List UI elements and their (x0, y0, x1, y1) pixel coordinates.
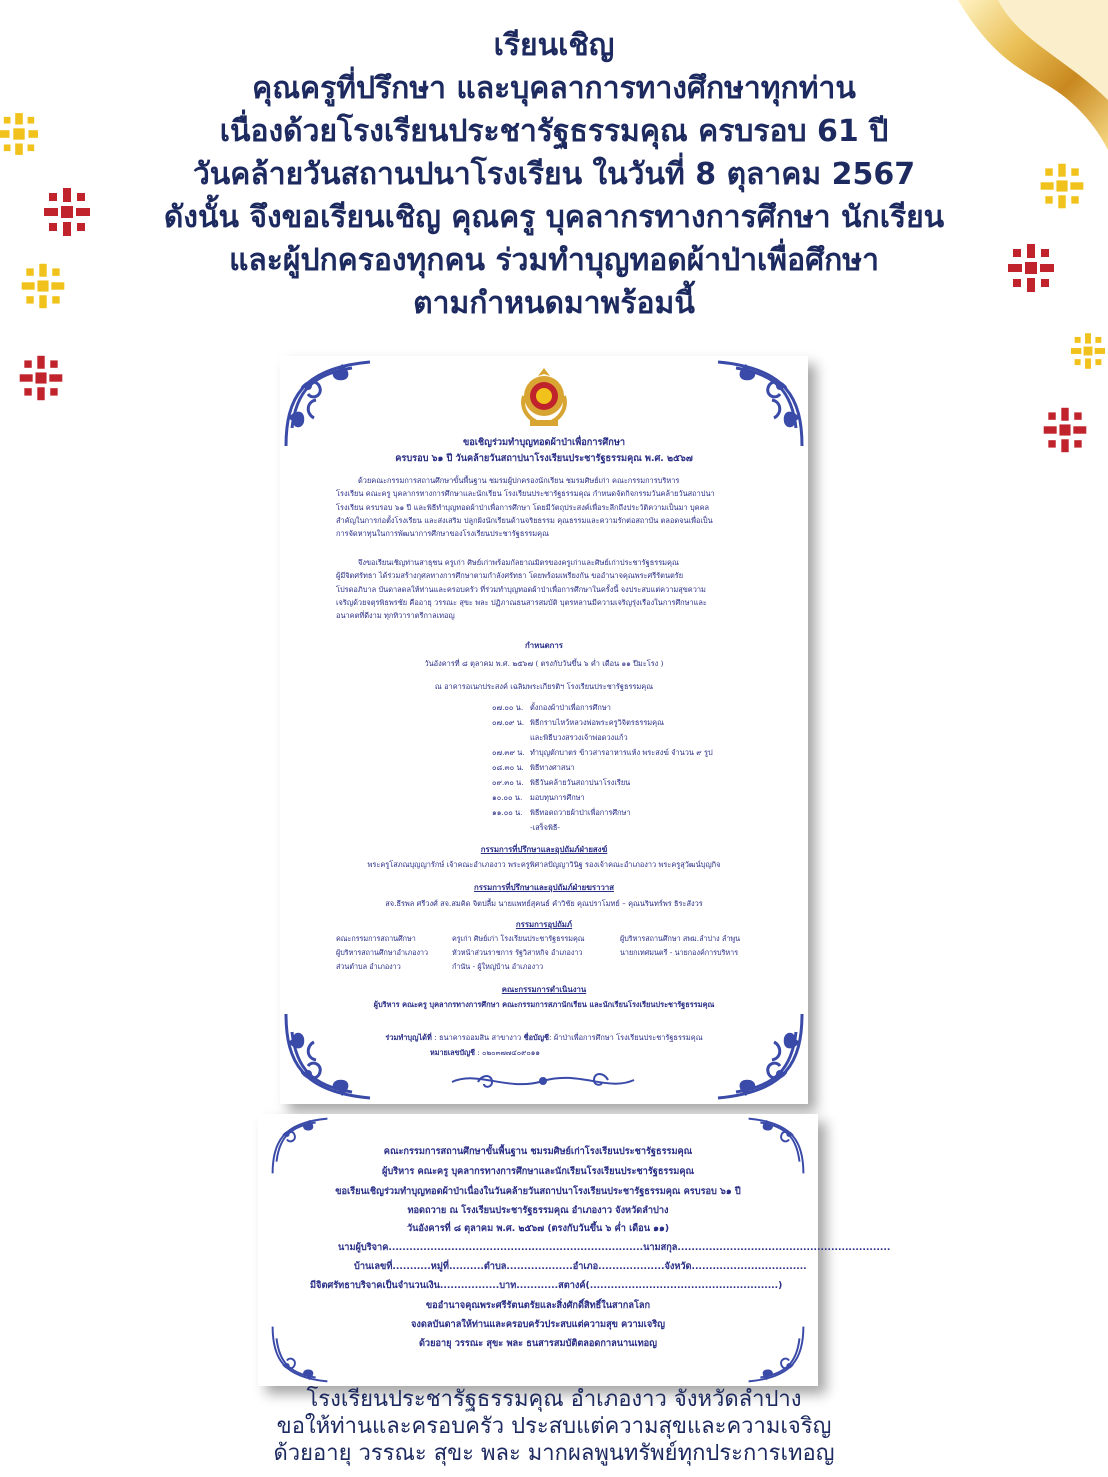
bank-value: : ธนาคารออมสิน สาขางาว (431, 1033, 524, 1042)
executive-committee-line: ผู้บริหาร คณะครู บุคลากรทางการศึกษา คณะกรรมการสภานักเรียน และนักเรียนโรงเรียนประชารัฐธรรมคุณ (373, 1000, 715, 1009)
schedule-time: ๑๐.๐๐ น. (492, 793, 523, 802)
form-header-line: วันอังคารที่ ๘ ตุลาคม พ.ศ. ๒๕๖๗ (ตรงกับวันขึ้น ๖ ค่ำ เดือน ๑๑) (406, 1223, 670, 1234)
paragraph-line: ผู้มีจิตศรัทธา ได้ร่วมสร้างกุศลทางการศึกษาตามกำลังศรัทธา โดยพร้อมเพรียงกัน ขออำนาจคุณพระศรีรัตนตรัย (336, 571, 684, 581)
paragraph-line: สำคัญในการก่อตั้งโรงเรียน และส่งเสริม ปลูกฝังนักเรียนด้านจริยธรรม คุณธรรมและความรักต่อสถาบัน ตลอดจนเพื่อเป็น (336, 515, 713, 525)
footer-line: ขอให้ท่านและครอบครัว ประสบแต่ความสุขและความเจริญ (276, 1414, 832, 1439)
account-name-label: ชื่อบัญชี (523, 1033, 550, 1042)
closing-blessing (0, 1386, 1108, 1467)
donor-name-field[interactable]: นามผู้บริจาค.........................................................................นามสกุล............................................................. (338, 1242, 891, 1253)
schedule-time: ๐๗.๐๐ น. (492, 703, 524, 712)
account-number (430, 1048, 540, 1059)
school-emblem-icon (516, 366, 572, 430)
scroll-ornament-icon (736, 1324, 816, 1384)
bank-info (280, 1032, 808, 1044)
patron-cell: ครูเก่า ศิษย์เก่า โรงเรียนประชารัฐธรรมคุณ (452, 934, 585, 943)
form-header-line: คณะกรรมการสถานศึกษาขั้นพื้นฐาน ชมรมศิษย์เก่าโรงเรียนประชารัฐธรรมคุณ (383, 1146, 693, 1157)
form-header-line: ขอเรียนเชิญร่วมทำบุญทอดผ้าป่าเนื่องในวันคล้ายวันสถาปนาโรงเรียนประชารัฐธรรมคุณ ครบรอบ ๖๑ ปี (335, 1186, 741, 1197)
schedule-activity: ตั้งกองผ้าป่าเพื่อการศึกษา (530, 703, 611, 712)
footer-line: ด้วยอายุ วรรณะ สุขะ พละ มากผลพูนทรัพย์ทุกประการเทอญ (273, 1441, 835, 1466)
heading-line: คุณครูที่ปรึกษา และบุคลาการทางศึกษาทุกท่าน (252, 71, 856, 106)
scroll-ornament-icon (282, 1010, 374, 1102)
intro-paragraph (336, 474, 715, 540)
heading-line: วันคล้ายวันสถานปนาโรงเรียน ในวันที่ 8 ตุลาคม 2567 (192, 157, 916, 192)
lay-committee-line: สจ.ธีรพล ศรีวงศ์ สจ.สมคิด จิตปลื้ม นายแพทย์สุคนธ์ คำวิชัย คุณปราโมทย์ – คุณนรินทร์พร ธิระสังวร (385, 899, 703, 908)
invitation-title: ขอเชิญร่วมทำบุญทอดผ้าป่าเพื่อการศึกษา (462, 437, 626, 448)
invitation-paragraph (336, 556, 707, 622)
patron-cell: กำนัน - ผู้ใหญ่บ้าน อำเภองาว (452, 962, 544, 971)
lay-committee-heading-text: กรรมการที่ปรึกษาและอุปถัมภ์ฝ่ายฆราวาส (473, 883, 615, 892)
donation-form (258, 1114, 891, 1386)
schedule-activity: ทำบุญตักบาตร ข้าวสารอาหารแห้ง พระสงฆ์ จำนวน ๙ รูป (530, 748, 713, 757)
donor-address-field[interactable]: บ้านเลขที่...........หมู่ที่..........ตำบล...................อำเภอ...................จังหวัด................................. (354, 1261, 807, 1272)
schedule-time: ๐๙.๓๐ น. (492, 778, 524, 787)
scroll-ornament-icon (714, 1010, 806, 1102)
paragraph-line: เจริญด้วยจตุรพิธพรชัย คืออายุ วรรณะ สุขะ พละ ปฏิภาณธนสารสมบัติ บุตรหลานมีความเจริญรุ่งเรืองในการศึกษาและ (336, 597, 707, 607)
patron-cell: หัวหน้าส่วนราชการ รัฐวิสาหกิจ อำเภองาว (452, 948, 583, 957)
blessing-line: ขออำนาจคุณพระศรีรัตนตรัยและสิ่งศักดิ์สิทธิ์ในสากลโลก (425, 1300, 651, 1311)
form-header-line: ทอดถวาย ณ โรงเรียนประชารัฐธรรมคุณ อำเภองาว จังหวัดลำปาง (407, 1205, 669, 1216)
schedule-date: วันอังคารที่ ๘ ตุลาคม พ.ศ. ๒๕๖๗ ( ตรงกับวันขึ้น ๖ ค่ำ เดือน ๑๑ ปีมะโรง ) (424, 659, 664, 668)
red-flower-icon (1040, 404, 1090, 456)
paragraph-line: การจัดหาทุนในการพัฒนาการศึกษาของโรงเรียนประชารัฐธรรมคุณ (336, 529, 549, 539)
account-number-label: หมายเลขบัญชี (430, 1048, 476, 1057)
yellow-flower-icon (1068, 326, 1108, 376)
donation-amount-field[interactable]: มีจิตศรัทธาบริจาคเป็นจำนวนเงิน.................บาท............สตางค์(......................................................) (310, 1280, 783, 1291)
patron-cell: ส่วนตำบล อำเภองาว (336, 962, 401, 971)
patron-cell: ผู้บริหารสถานศึกษาอำเภองาว (336, 948, 429, 957)
heading-line: และผู้ปกครองทุกคน ร่วมทำบุญทอดผ้าป่าเพื่อศึกษา (229, 243, 879, 278)
paragraph-line: ด้วยคณะกรรมการสถานศึกษาขั้นพื้นฐาน ชมรมผู้ปกครองนักเรียน ชมรมศิษย์เก่า คณะกรรมการบริหาร (358, 476, 680, 485)
paragraph-line: อนาคตที่ดีงาม ทุกทิวาราตรีกาลเทอญ (336, 611, 455, 621)
invitation-heading (0, 24, 1108, 325)
schedule-activity: พิธีทางศาสนา (530, 763, 575, 772)
form-header-line: ผู้บริหาร คณะครู บุคลากรทางการศึกษาและนักเรียนโรงเรียนประชารัฐธรรมคุณ (381, 1166, 695, 1177)
executive-committee-heading (280, 984, 808, 996)
monk-committee-line: พระครูโสภณบุญญารักษ์ เจ้าคณะอำเภองาว พระครูพิศาลปัญญาวินิฐ รองเจ้าคณะอำเภองาว พระครูสุวัฒน์บุญกิจ (367, 860, 721, 869)
schedule-activity: มอบทุนการศึกษา (530, 793, 585, 802)
invitation-document (280, 356, 808, 1104)
paragraph-line: โรงเรียน ครบรอบ ๖๑ ปี และพิธีทำบุญทอดผ้าป่าเพื่อการศึกษา โดยมีวัตถุประสงค์เพื่อระลึกถึงประวัติความเป็นมา บุคคล (336, 502, 710, 512)
scroll-ornament-icon (260, 1324, 340, 1384)
schedule-activity: พิธีวันคล้ายวันสถาปนาโรงเรียน (530, 778, 631, 787)
monk-committee-heading-text: กรรมการที่ปรึกษาและอุปถัมภ์ฝ่ายสงฆ์ (480, 845, 608, 854)
patron-cell: คณะกรรมการสถานศึกษา (336, 934, 416, 943)
schedule-time: ๐๗.๐๙ น. (492, 718, 525, 727)
paragraph-line: จึงขอเรียนเชิญท่านสาธุชน ครูเก่า ศิษย์เก่าพร้อมกัลยาณมิตรของครูเก่าและศิษย์เก่าประชารัฐธรรมคุณ (358, 558, 679, 567)
executive-committee-heading-text: คณะกรรมการดำเนินงาน (501, 985, 587, 994)
schedule-time: ๑๑.๐๐ น. (492, 808, 523, 817)
schedule-activity: พิธีกราบไหว้หลวงพ่อพระครูวิจิตรธรรมคุณ (530, 718, 664, 727)
monk-committee-heading (280, 844, 808, 856)
schedule-activity: พิธีทอดถวายผ้าป่าเพื่อการศึกษา (530, 808, 631, 817)
account-number-value: : ๐๒๐๓๗๗๔๐๙๐๑๑ (475, 1048, 540, 1057)
schedule-time: ๐๘.๓๐ น. (492, 763, 524, 772)
paragraph-line: โรงเรียน คณะครู บุคลากรทางการศึกษาและนักเรียน โรงเรียนประชารัฐธรรมคุณ กำหนดจัดกิจกรรมวันคล้ายวันสถาปนา (336, 489, 715, 499)
heading-line: ตามกำหนดมาพร้อมนี้ (413, 286, 695, 321)
patron-committee-heading (280, 919, 808, 931)
schedule-time: ๐๗.๓๙ น. (492, 748, 525, 757)
schedule-heading: กำหนดการ (525, 641, 563, 650)
invitation-subtitle: ครบรอบ ๖๑ ปี วันคล้ายวันสถาปนาโรงเรียนประชารัฐธรรมคุณ พ.ศ. ๒๕๖๗ (395, 453, 693, 464)
patron-committee-heading-text: กรรมการอุปถัมภ์ (515, 920, 573, 929)
patron-cell: ผู้บริหารสถานศึกษา สพม.ลำปาง ลำพูน (620, 934, 741, 943)
paragraph-line: โปรดอภิบาล บันดาลดลให้ท่านและครอบครัว ที่ร่วมทำบุญทอดผ้าป่าเพื่อการศึกษาในครั้งนี้ จงประสบแต่ความสุขความ (336, 584, 706, 594)
schedule-place: ณ อาคารอเนกประสงค์ เฉลิมพระเกียรติฯ โรงเรียนประชารัฐธรรมคุณ (434, 682, 654, 691)
blessing-line: ด้วยอายุ วรรณะ สุขะ พละ ธนสารสมบัติตลอดกาลนานเทอญ (418, 1338, 658, 1349)
bank-label: ร่วมทำบุญได้ที่ (385, 1033, 432, 1042)
flourish-divider-icon (448, 1068, 638, 1094)
footer-line: โรงเรียนประชารัฐธรรมคุณ อำเภองาว จังหวัดลำปาง (306, 1387, 802, 1412)
account-name-value: : ผ้าป่าเพื่อการศึกษา โรงเรียนประชารัฐธรรมคุณ (549, 1033, 703, 1042)
red-flower-icon (16, 352, 66, 404)
heading-line: เนื่องด้วยโรงเรียนประชารัฐธรรมคุณ ครบรอบ 61 ปี (219, 114, 889, 149)
blessing-line: จงดลบันดาลให้ท่านและครอบครัวประสบแต่ความสุข ความเจริญ (411, 1319, 665, 1330)
schedule-activity: -เสร็จพิธี- (530, 823, 561, 832)
patron-cell: นายกเทศมนตรี - นายกองค์การบริหาร (620, 948, 739, 957)
heading-line: ดังนั้น จึงขอเรียนเชิญ คุณครู บุคลากรทางการศึกษา นักเรียน (163, 200, 945, 235)
heading-line: เรียนเชิญ (493, 28, 615, 63)
schedule-activity: และพิธีบวงสรวงเจ้าพ่อดวงแก้ว (530, 733, 628, 742)
lay-committee-heading (280, 882, 808, 894)
